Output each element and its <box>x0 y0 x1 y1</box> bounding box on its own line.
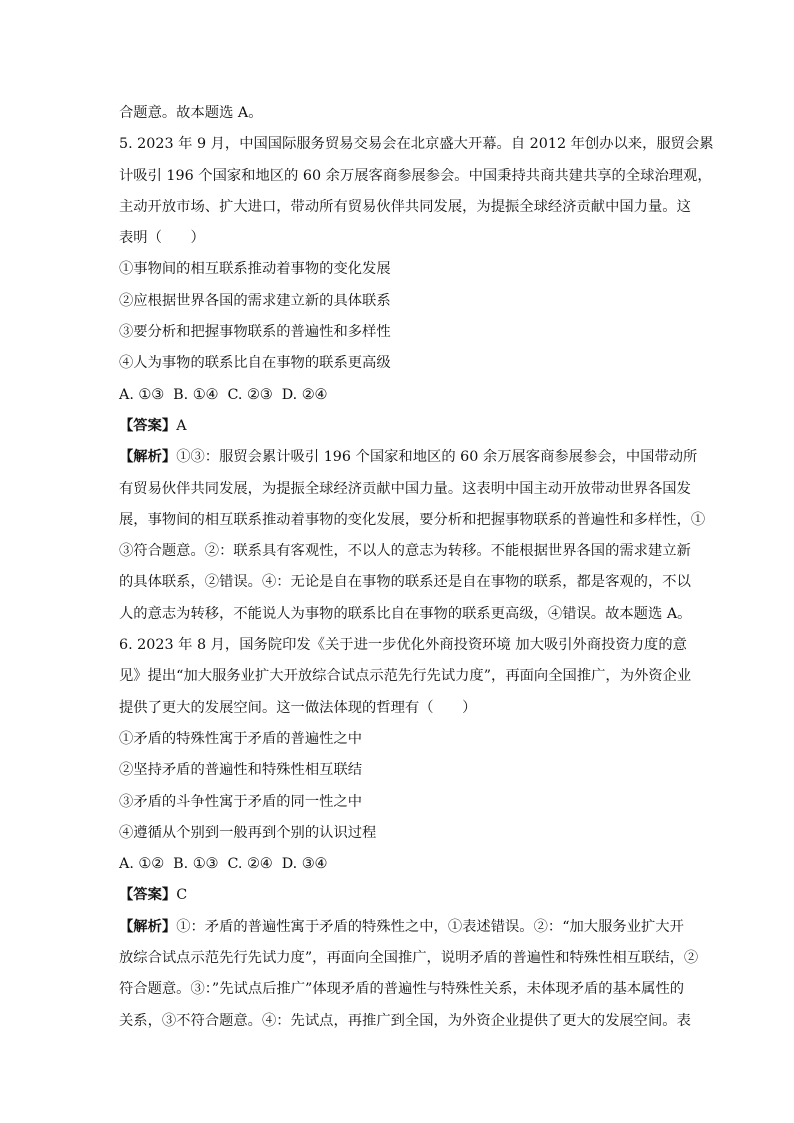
q5-analysis-line: ③符合题意。②：联系具有客观性，不以人的意志为转移。不能根据世界各国的需求建立新 <box>119 543 691 560</box>
q6-statement: ③矛盾的斗争性寓于矛盾的同一性之中 <box>119 793 363 810</box>
analysis-label: 【解析】 <box>119 449 177 466</box>
q6-analysis-line: 放综合试点示范先行先试力度”，再面向全国推广，说明矛盾的普遍性和特殊性相互联结，② <box>119 950 699 967</box>
q6-analysis-line: 关系，③不符合题意。④：先试点，再推广到全国，为外资企业提供了更大的发展空间。表 <box>119 1012 691 1029</box>
q6-stem-line: 6. 2023 年 8 月，国务院印发《关于进一步优化外商投资环境 加大吸引外商投资力度的意 <box>119 637 687 654</box>
q5-analysis-line: 的具体联系，②错误。④：无论是自在事物的联系还是自在事物的联系，都是客观的，不以 <box>119 574 691 591</box>
answer-value: A <box>176 417 187 434</box>
q6-stem-line: 提供了更大的发展空间。这一做法体现的哲理有（ ） <box>119 699 477 716</box>
q5-analysis-line: 展，事物间的相互联系推动着事物的变化发展，要分析和把握事物联系的普遍性和多样性，① <box>119 511 706 528</box>
q5-stem-line: 5. 2023 年 9 月，中国国际服务贸易交易会在北京盛大开幕。自 2012 年创办以来，服贸会累 <box>119 136 714 153</box>
q5-statement: ④人为事物的联系比自在事物的联系更高级 <box>119 355 391 372</box>
q5-stem-line: 主动开放市场、扩大进口，带动所有贸易伙伴共同发展，为提振全球经济贡献中国力量。这 <box>119 198 691 215</box>
q5-options: A. ①③ B. ①④ C. ②③ D. ②④ <box>119 386 328 403</box>
analysis-label: 【解析】 <box>119 918 177 935</box>
q6-statement: ②坚持矛盾的普遍性和特殊性相互联结 <box>119 762 363 779</box>
answer-label: 【答案】 <box>119 887 177 904</box>
q5-statement: ③要分析和把握事物联系的普遍性和多样性 <box>119 324 391 341</box>
answer-label: 【答案】 <box>119 417 177 434</box>
q5-statement: ②应根据世界各国的需求建立新的具体联系 <box>119 292 391 309</box>
analysis-text: ①③：服贸会累计吸引 196 个国家和地区的 60 余万展客商参展参会，中国带动所 <box>176 449 698 466</box>
q6-analysis-line: 符合题意。③：”先试点后推广”体现矛盾的普遍性与特殊性关系，未体现矛盾的基本属性的 <box>119 981 685 998</box>
answer-value: C <box>176 887 188 904</box>
q6-answer <box>119 880 679 911</box>
q6-statement: ④遵循从个别到一般再到个别的认识过程 <box>119 824 377 841</box>
q5-stem-line: 计吸引 196 个国家和地区的 60 余万展客商参展参会。中国秉持共商共建共享的全球治理观， <box>119 167 712 184</box>
q5-analysis-line: 人的意志为转移，不能说人为事物的联系比自在事物的联系更高级，④错误。故本题选 A。 <box>119 605 692 622</box>
q5-analysis-line: 有贸易伙伴共同发展，为提振全球经济贡献中国力量。这表明中国主动开放带动世界各国发 <box>119 480 691 497</box>
q6-stem-line: 见》提出“加大服务业扩大开放综合试点示范先行先试力度”，再面向全国推广，为外资企业 <box>119 668 692 685</box>
question-5 <box>119 129 714 630</box>
q5-answer <box>119 411 679 442</box>
question-6 <box>119 630 699 1037</box>
q6-analysis-line <box>119 912 684 943</box>
previous-answer-tail: 合题意。故本题选 A。 <box>119 105 263 121</box>
document-page <box>119 98 714 1037</box>
analysis-text: ①：矛盾的普遍性寓于矛盾的特殊性之中，①表述错误。②：“加大服务业扩大开 <box>176 918 684 935</box>
q5-statement: ①事物间的相互联系推动着事物的变化发展 <box>119 261 391 278</box>
q6-options: A. ①② B. ①③ C. ②④ D. ③④ <box>119 856 328 873</box>
q5-analysis-line <box>119 442 698 473</box>
q5-stem-line: 表明（ ） <box>119 230 205 247</box>
q6-statement: ①矛盾的特殊性寓于矛盾的普遍性之中 <box>119 730 363 747</box>
